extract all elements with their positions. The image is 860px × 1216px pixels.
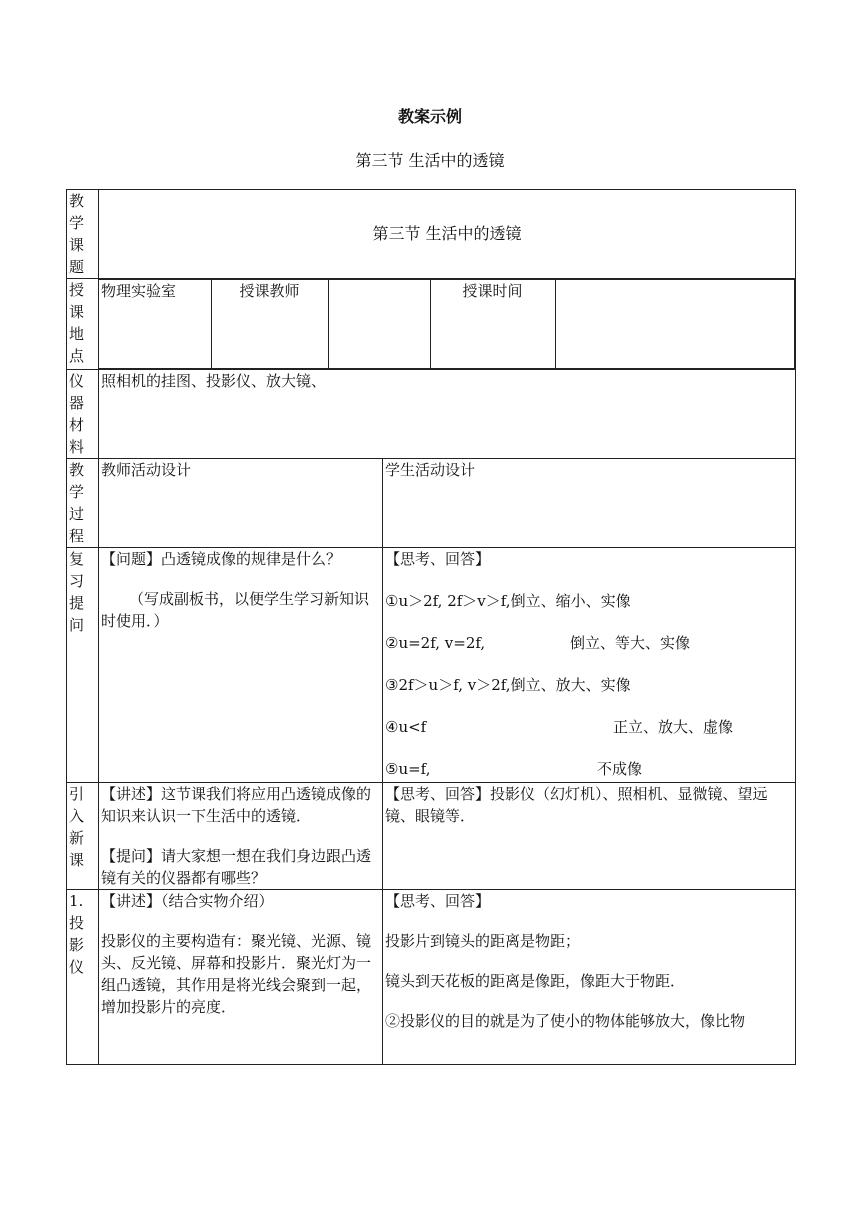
time-label: 授课时间 [430,280,555,369]
review-label: 复 习 提 问 [67,548,99,783]
intro-teacher-cell [99,783,383,890]
equipment-label: 仪 器 材 料 [67,370,99,459]
time-value [555,280,795,369]
intro-question: 【提问】请大家想一想在我们身边跟凸透镜有关的仪器都有哪些？ [101,847,372,887]
projector-row [67,890,796,1065]
projector-teacher-cell [99,890,383,1065]
projector-object-distance: 投影片到镜头的距离是物距； [385,932,581,950]
projector-statement: 【讲述】（结合实物介绍） [101,892,274,910]
intro-label: 引 入 新 课 [67,783,99,890]
teacher-activity-header: 教师活动设计 [99,459,383,548]
equipment-row [67,370,796,459]
review-student-cell [383,548,796,783]
lesson-plan-table [66,189,796,1065]
answer-item: ⑤u=f, 不成像 [385,760,643,778]
location-subtable [99,279,795,369]
topic-value: 第三节 生活中的透镜 [99,190,796,279]
review-row [67,548,796,783]
equipment-value: 照相机的挂图、投影仪、放大镜、 [99,370,796,459]
intro-row [67,783,796,890]
student-activity-header: 学生活动设计 [383,459,796,548]
answer-item: ③2f＞u＞f, v＞2f, 倒立、放大、实像 [385,676,631,694]
process-label: 教 学 过 程 [67,459,99,548]
projector-label: 1. 投 影 仪 [67,890,99,1065]
document-subtitle: 第三节 生活中的透镜 [355,151,505,170]
teacher-value [328,280,430,369]
document-title: 教案示例 [397,107,462,126]
location-row [67,279,796,370]
projector-student-cell [383,890,796,1065]
review-note: （写成副板书，以便学生学习新知识时使用．） [101,590,370,630]
projector-structure: 投影仪的主要构造有：聚光镜、光源、镜头、反光镜、屏幕和投影片．聚光灯为一组凸透镜，其作用是将光线会聚到一起，增加投影片的亮度． [101,932,372,1016]
review-teacher-cell [99,548,383,783]
answer-item: ②u=2f, v=2f, 倒立、等大、实像 [385,634,691,652]
process-row [67,459,796,548]
projector-image-distance: 镜头到天花板的距离是像距，像距大于物距． [385,972,686,990]
teacher-label: 授课教师 [211,280,328,369]
answer-item: ①u＞2f, 2f＞v＞f, 倒立、缩小、实像 [385,592,631,610]
review-question: 【问题】凸透镜成像的规律是什么？ [101,550,342,568]
intro-statement: 【讲述】这节课我们将应用凸透镜成像的知识来认识一下生活中的透镜． [101,785,372,825]
projector-student-header: 【思考、回答】 [385,892,491,910]
intro-student-cell: 【思考、回答】投影仪（幻灯机）、照相机、显微镜、望远镜、眼镜等． [383,783,796,890]
projector-purpose: ②投影仪的目的就是为了使小的物体能够放大，像比物 [385,1012,746,1030]
topic-row [67,190,796,279]
review-student-header: 【思考、回答】 [385,550,491,568]
topic-label: 教 学 课 题 [67,190,99,279]
location-place: 物理实验室 [99,280,211,369]
location-label: 授 课 地 点 [67,279,99,370]
answer-item: ④u<f 正立、放大、虚像 [385,718,734,736]
